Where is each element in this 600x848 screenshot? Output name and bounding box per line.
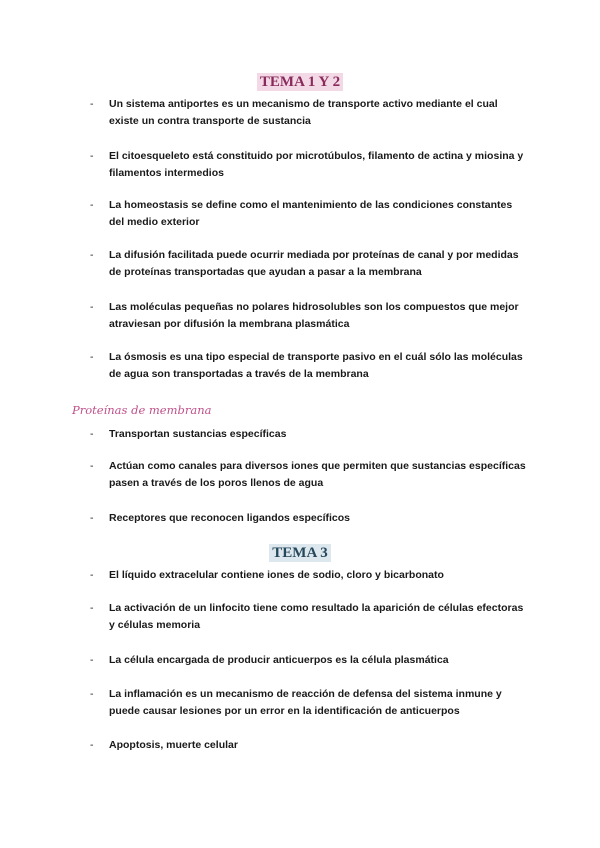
list-item: - Receptores que reconocen ligandos específicos [90, 512, 350, 524]
list-item: - Apoptosis, muerte celular [90, 739, 238, 751]
tema-3-heading: TEMA 3 [0, 545, 600, 562]
list-item: - Transportan sustancias específicas [90, 428, 287, 440]
list-item: - Las moléculas pequeñas no polares hidrosolubles son los compuestos que mejor atraviesan por difusión la membrana plasmática [90, 301, 519, 330]
list-item: - La inflamación es un mecanismo de reacción de defensa del sistema inmune y puede causar lesiones por un error en la identificación de anticuerpos [90, 688, 502, 717]
list-item: - Un sistema antiportes es un mecanismo de transporte activo mediante el cual existe un contra transporte de sustancia [90, 98, 498, 127]
tema-1-2-heading: TEMA 1 Y 2 [0, 74, 600, 91]
list-item: - El citoesqueleto está constituido por microtúbulos, filamento de actina y miosina y filamentos intermedios [90, 150, 524, 179]
proteinas-heading: Proteínas de membrana [72, 403, 212, 417]
list-item: - Actúan como canales para diversos iones que permiten que sustancias específicas pasen a través de los poros llenos de agua [90, 460, 526, 489]
list-item: - El líquido extracelular contiene iones de sodio, cloro y bicarbonato [90, 569, 444, 581]
list-item: - La ósmosis es una tipo especial de transporte pasivo en el cuál sólo las moléculas de agua son transportadas a través de la membrana [90, 351, 523, 380]
list-item: - La activación de un linfocito tiene como resultado la aparición de células efectoras y células memoria [90, 602, 524, 631]
list-item: - La célula encargada de producir anticuerpos es la célula plasmática [90, 654, 449, 666]
list-item: - La homeostasis se define como el mantenimiento de las condiciones constantes del medio exterior [90, 199, 513, 228]
list-item: - La difusión facilitada puede ocurrir mediada por proteínas de canal y por medidas de proteínas transportadas que ayudan a pasar a la membrana [90, 249, 519, 278]
